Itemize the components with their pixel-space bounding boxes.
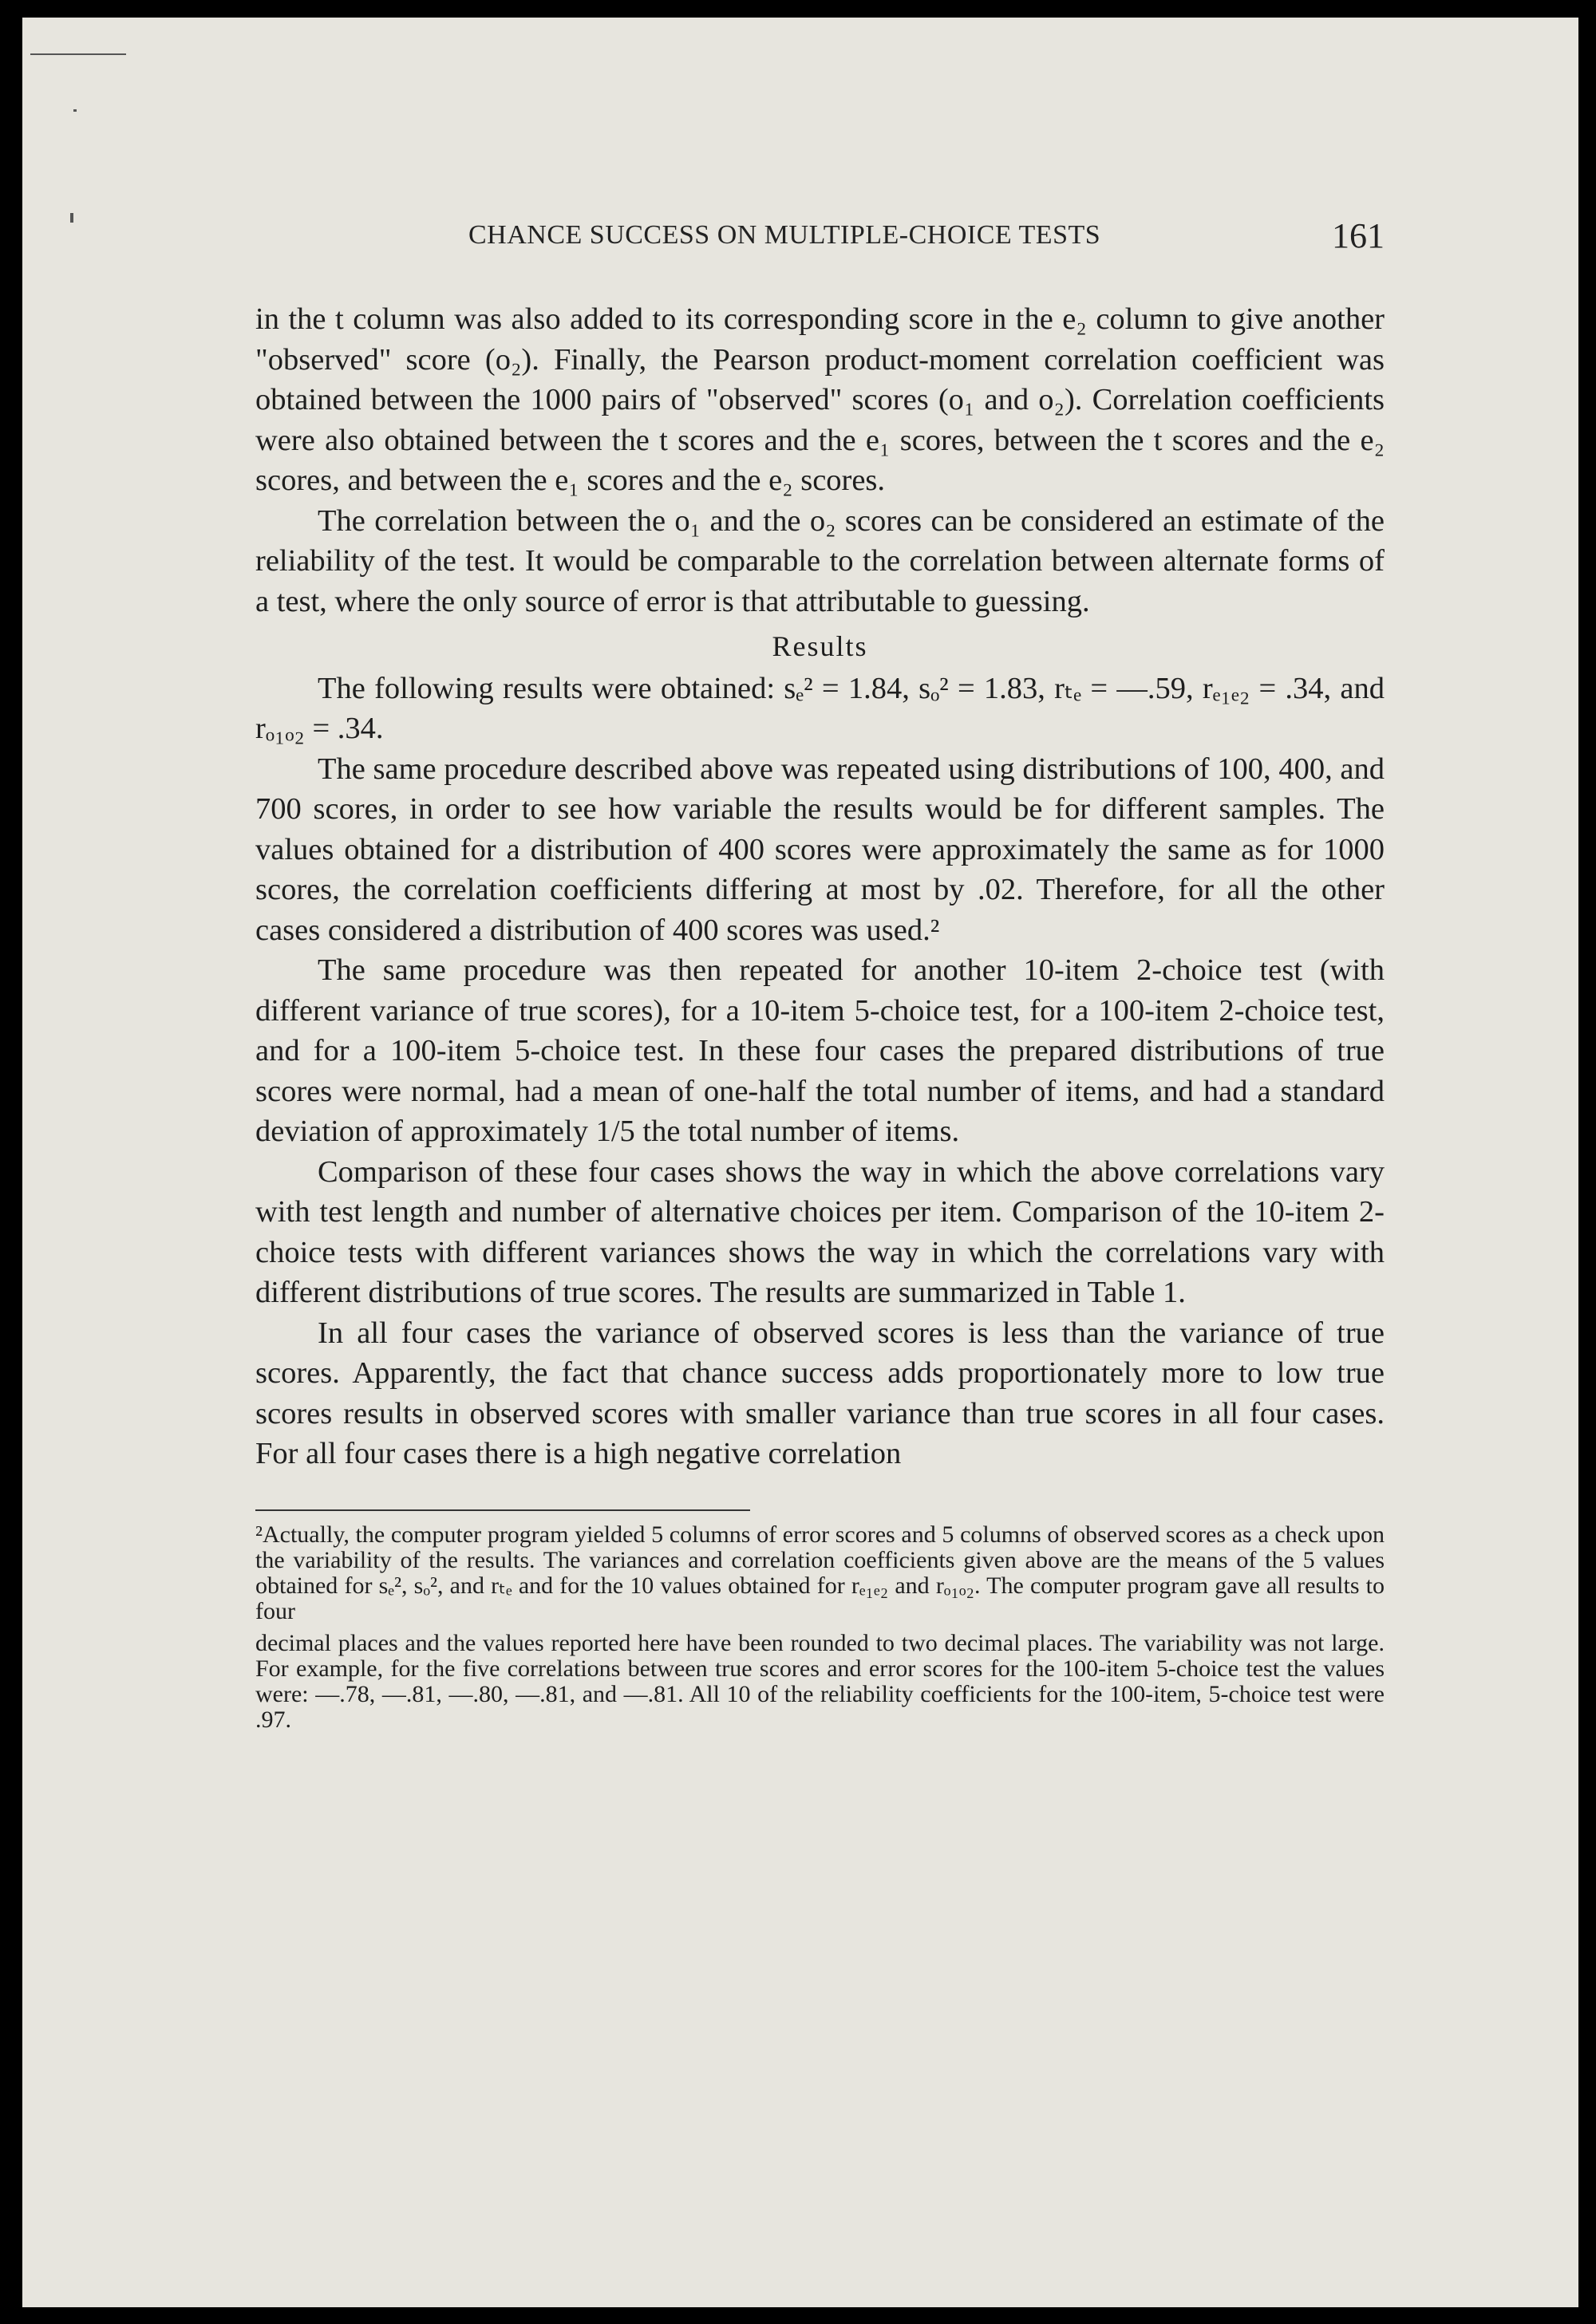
footnote: ²Actually, the computer program yielded 5 columns of error scores and 5 columns of observed scores as a check upon the variability of the results. The variances and correlation coefficients given above are the means of the 5 values obtained for sₑ², sₒ², and rₜₑ and for the 10 values obtained for rₑ₁ₑ₂ and rₒ₁ₒ₂. The computer program gave all results to four: [255, 1521, 1385, 1624]
paragraph-comparison: Comparison of these four cases shows the way in which the above correlations vary with test length and number of alternative choices per item. Comparison of the 10-item 2-choice tests with different variances shows the way in which the correlations vary with different distributions of true scores. The results are summarized in Table 1.: [255, 1154, 1385, 1309]
page-header: [255, 215, 1385, 263]
edge-mark: [73, 109, 77, 112]
paragraph-distributions: The same procedure described above was repeated using distributions of 100, 400, and 700 scores, in order to see how variable the results would be for different samples. The values obtained for a distribution of 400 scores were approximately the same as for 1000 scores, the correlation coefficients differing at most by .02. Therefore, for all the other cases considered a distribution of 400 scores was used.²: [255, 752, 1385, 947]
paragraph-variance: In all four cases the variance of observed scores is less than the variance of true scores. Apparently, the fact that chance success adds proportionately more to low true scores results in observed scores with smaller variance than true scores in all four cases. For all four cases there is a high negative correlation: [255, 1316, 1385, 1470]
edge-mark: [30, 53, 126, 55]
paragraph-reliability: The correlation between the o₁ and the o₂ scores can be considered an estimate of the reliability of the test. It would be comparable to the correlation between alternate forms of a test, where the only source of error is that attributable to guessing.: [255, 503, 1385, 618]
page-number: 161: [1332, 216, 1385, 255]
edge-mark: [70, 213, 73, 223]
paragraph-results: The following results were obtained: sₑ² = 1.84, sₒ² = 1.83, rₜₑ = —.59, rₑ₁ₑ₂ = .34, and rₒ₁ₒ₂ = .34.: [255, 671, 1385, 745]
section-heading-results: Results: [772, 630, 868, 662]
running-title: CHANCE SUCCESS ON MULTIPLE-CHOICE TESTS: [468, 220, 1101, 250]
body-text: [255, 299, 1385, 1733]
footnote-rule: [255, 1509, 750, 1511]
paragraph-procedure: The same procedure was then repeated for another 10-item 2-choice test (with different variance of true scores), for a 10-item 5-choice test, for a 100-item 2-choice test, and for a 100-item 5-choice test. In these four cases the prepared distributions of true scores were normal, had a mean of one-half the total number of items, and had a standard deviation of approximately 1/5 the total number of items.: [255, 953, 1385, 1148]
paragraph-continued: in the t column was also added to its corresponding score in the e₂ column to give another "observed" score (o₂). Finally, the Pearson product-moment correlation coefficient was obtained between the 1000 pairs of "observed" scores (o₁ and o₂). Correlation coefficients were also obtained between the t scores and the e₁ scores, between the t scores and the e₂ scores, and between the e₁ scores and the e₂ scores.: [255, 302, 1385, 497]
footnote-continued: decimal places and the values reported here have been rounded to two decimal places. The variability was not large. For example, for the five correlations between true scores and error scores for the 100-item 5-choice test the values were: —.78, —.81, —.80, —.81, and —.81. All 10 of the reliability coefficients for the 100-item, 5-choice test were .97.: [255, 1629, 1385, 1733]
